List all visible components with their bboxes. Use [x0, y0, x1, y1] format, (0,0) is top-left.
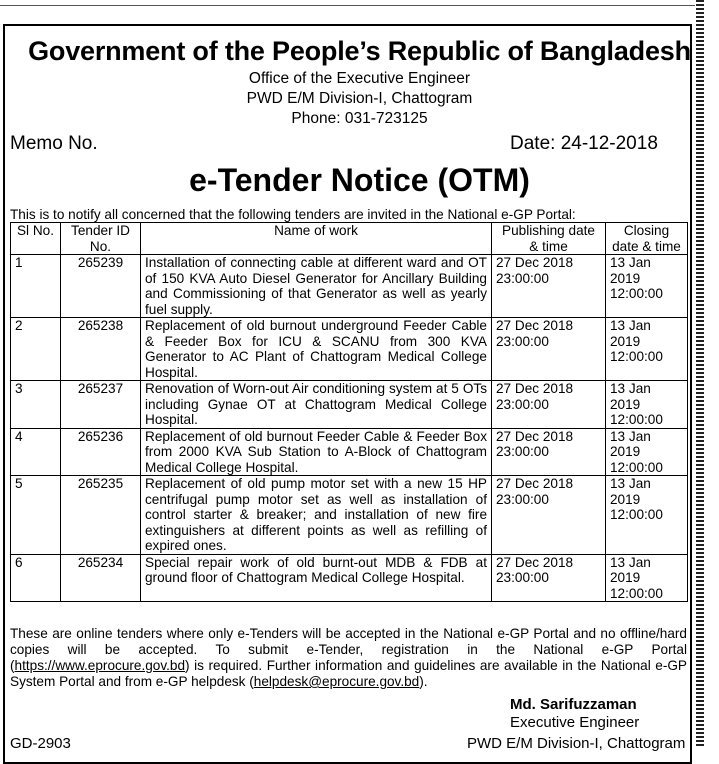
table-row [11, 476, 688, 555]
top-rule [0, 5, 695, 6]
cell-sl: 1 [11, 255, 61, 318]
cell-sl: 5 [11, 476, 61, 555]
pub-time: 23:00:00 [496, 270, 549, 286]
table-row [11, 318, 688, 381]
footer-text: These are online tenders where only e-Tenders will be accepted in the National e-GP Portal and no offline/hard copies will be accepted. To submit e-Tender, registration in the National e-GP Portal ( [10, 626, 687, 673]
close-time: 12:00:00 [610, 286, 663, 301]
cell-tender-id: 265238 [61, 318, 141, 381]
footer-paragraph [10, 626, 687, 690]
cell-sl: 4 [11, 428, 61, 476]
pub-time: 23:00:00 [496, 396, 549, 412]
table-row [11, 554, 688, 602]
close-date: 13 Jan 2019 [610, 381, 651, 412]
page-title: e-Tender Notice (OTM) [189, 162, 530, 198]
pub-time: 23:00:00 [496, 333, 549, 349]
cell-closing [606, 476, 688, 555]
helpdesk-email-link[interactable]: helpdesk@eprocure.gov.bd [253, 674, 420, 689]
cell-publishing [492, 381, 606, 429]
signatory-name: Md. Sarifuzzaman [510, 696, 637, 713]
footer-text: ) is required. Further information and guidelines are available in the National e-GP System Portal and from e-GP helpdesk ( [10, 658, 687, 689]
close-time: 12:00:00 [610, 349, 663, 364]
pub-time: 23:00:00 [496, 491, 549, 507]
reference-number: GD-2903 [10, 735, 71, 752]
cell-closing [606, 381, 688, 429]
cell-closing [606, 428, 688, 476]
phone-line: Phone: 031-723125 [291, 110, 428, 127]
close-date: 13 Jan 2019 [610, 255, 651, 286]
table-row [11, 428, 688, 476]
cell-tender-id: 265234 [61, 554, 141, 602]
pub-date: 27 Dec 2018 [496, 554, 574, 570]
header-closing: Closing date & time [606, 223, 688, 255]
cell-closing [606, 554, 688, 602]
table-row [11, 381, 688, 429]
close-time: 12:00:00 [610, 585, 663, 601]
cell-sl: 2 [11, 318, 61, 381]
pub-date: 27 Dec 2018 [496, 428, 574, 444]
office-line: Office of the Executive Engineer [248, 70, 471, 87]
close-date: 13 Jan 2019 [610, 318, 651, 349]
pub-time: 23:00:00 [496, 570, 549, 585]
signatory-division: PWD E/M Division-I, Chattogram [467, 735, 686, 752]
cell-sl: 6 [11, 554, 61, 602]
cell-work: Installation of connecting cable at different ward and OT of 150 KVA Auto Diesel Generator for Ancillary Building and Commissioning of that Generator as well as yearly fuel supply. [141, 255, 492, 318]
cell-work: Renovation of Worn-out Air conditioning system at 5 OTs including Gynae OT at Chattogram Medical College Hospital. [141, 381, 492, 429]
close-date: 13 Jan 2019 [610, 476, 651, 507]
intro-text: This is to notify all concerned that the following tenders are invited in the National e-GP Portal: [10, 207, 576, 222]
header-work: Name of work [141, 223, 492, 255]
table-row [11, 255, 688, 318]
header-tender-id: Tender ID No. [61, 223, 141, 255]
close-date: 13 Jan 2019 [610, 554, 651, 585]
cell-work: Replacement of old burnout underground Feeder Cable & Feeder Box for ICU & SCANU from 300 KVA Generator to AC Plant of Chattogram Medical College Hospital. [141, 318, 492, 381]
government-heading: Government of the People’s Republic of Bangladesh [28, 36, 691, 66]
cell-tender-id: 265236 [61, 428, 141, 476]
close-time: 12:00:00 [610, 459, 663, 475]
pub-date: 27 Dec 2018 [496, 318, 574, 333]
pub-date: 27 Dec 2018 [496, 255, 574, 270]
cell-work: Special repair work of old burnt-out MDB & FDB at ground floor of Chattogram Medical College Hospital. [141, 554, 492, 602]
cell-work: Replacement of old burnout Feeder Cable & Feeder Box from 2000 KVA Sub Station to A-Block of Chattogram Medical College Hospital. [141, 428, 492, 476]
close-date: 13 Jan 2019 [610, 428, 651, 459]
close-time: 12:00:00 [610, 412, 663, 427]
cell-publishing [492, 428, 606, 476]
memo-number: Memo No. [10, 133, 98, 154]
cell-publishing [492, 476, 606, 555]
cell-publishing [492, 255, 606, 318]
division-line: PWD E/M Division-I, Chattogram [246, 90, 473, 107]
footer-text: ). [419, 674, 428, 689]
pub-time: 23:00:00 [496, 444, 549, 459]
header-sl: Sl No. [11, 223, 61, 255]
cell-tender-id: 265237 [61, 381, 141, 429]
memo-date: Date: 24-12-2018 [510, 133, 658, 154]
tender-table [10, 222, 688, 602]
signatory-designation: Executive Engineer [510, 714, 640, 731]
cell-closing [606, 318, 688, 381]
cell-tender-id: 265239 [61, 255, 141, 318]
close-time: 12:00:00 [610, 507, 663, 522]
cell-publishing [492, 318, 606, 381]
cell-work: Replacement of old pump motor set with a new 15 HP centrifugal pump motor set as well as installation of control starter & breaker; and installation of new fire extinguishers at different points as well as refilling of expired ones. [141, 476, 492, 555]
pub-date: 27 Dec 2018 [496, 476, 574, 491]
cell-sl: 3 [11, 381, 61, 429]
eprocure-link[interactable]: https://www.eprocure.gov.bd [14, 658, 186, 673]
cell-closing [606, 255, 688, 318]
pub-date: 27 Dec 2018 [496, 381, 574, 396]
cell-tender-id: 265235 [61, 476, 141, 555]
table-header-row [11, 223, 688, 255]
header-publishing: Publishing date & time [492, 223, 606, 255]
cell-publishing [492, 554, 606, 602]
